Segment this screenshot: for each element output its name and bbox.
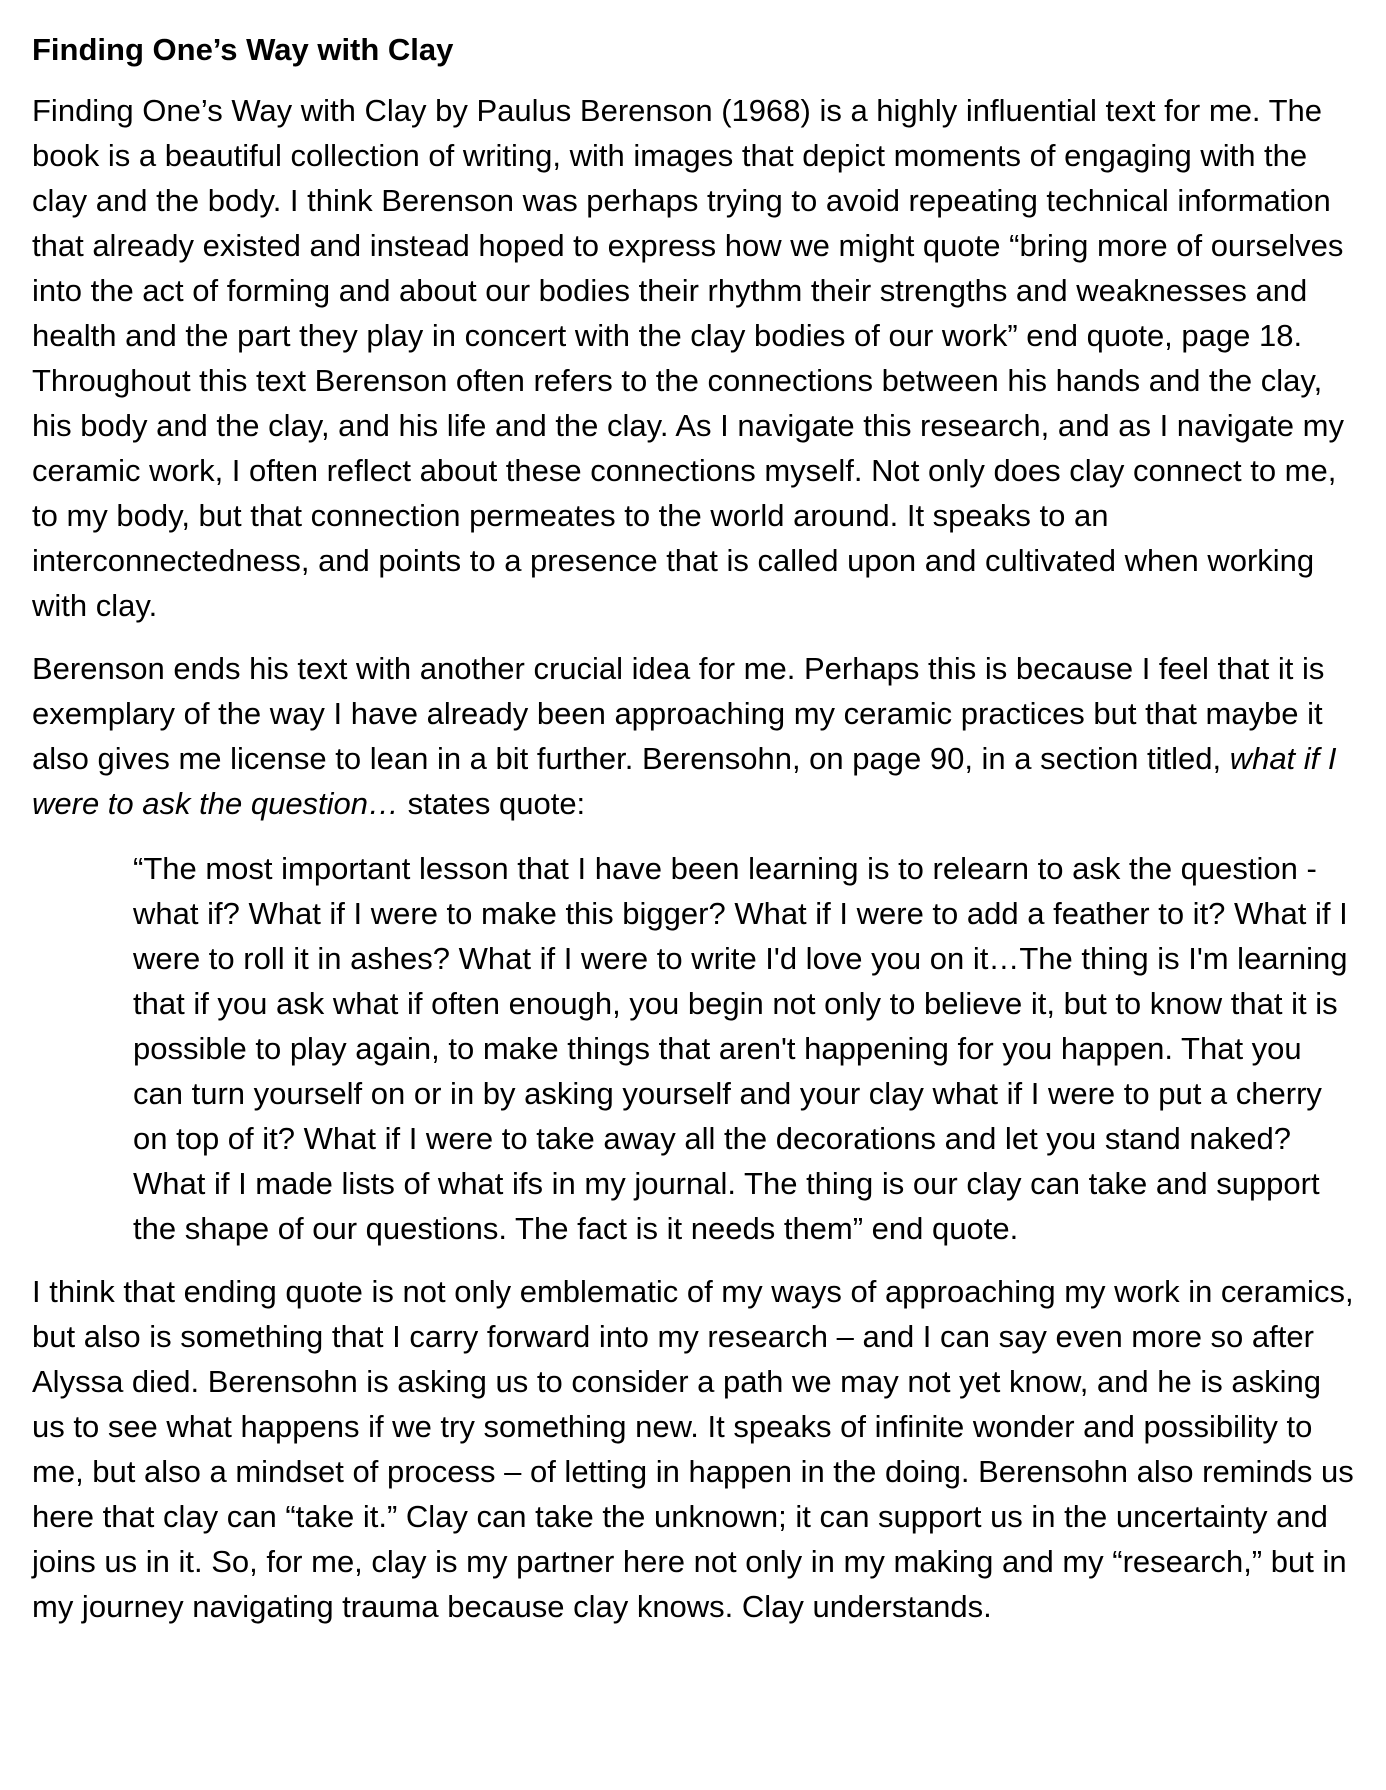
paragraph-ending-idea [32,646,1360,826]
document-title: Finding One’s Way with Clay [32,32,454,67]
document-page [32,28,1360,1647]
block-quote: “The most important lesson that I have been learning is to relearn to ask the question - what if? What if I were to make this bigger? What if I were to add a feather to it? What if I were to roll it in ashes? What if I were to write I'd love you on it…The thing is I'm learning that if you ask what if often enough, you begin not only to believe it, but to know that it is possible to play again, to make things that aren't happening for you happen. That you can turn yourself on or in by asking yourself and your clay what if I were to put a cherry on top of it? What if I were to take away all the decorations and let you stand naked? What if I made lists of what ifs in my journal. The thing is our clay can take and support the shape of our questions. The fact is it needs them” end quote. [133,851,1348,1246]
paragraph-ending-idea-lead: Berenson ends his text with another crucial idea for me. Perhaps this is because I feel that it is exemplary of the way I have already been approaching my ceramic practices but that maybe it also gives me license to lean in a bit further. Berensohn, on page 90, in a section titled, [32,651,1325,776]
paragraph-ending-idea-tail: states quote: [399,786,586,821]
paragraph-intro: Finding One’s Way with Clay by Paulus Berenson (1968) is a highly influential text for me. The book is a beautiful collection of writing, with images that depict moments of engaging with the clay and the body. I think Berenson was perhaps trying to avoid repeating technical information that already existed and instead hoped to express how we might quote “bring more of ourselves into the act of forming and about our bodies their rhythm their strengths and weaknesses and health and the part they play in concert with the clay bodies of our work” end quote, page 18. Throughout this text Berenson often refers to the connections between his hands and the clay, his body and the clay, and his life and the clay. As I navigate this research, and as I navigate my ceramic work, I often reflect about these connections myself. Not only does clay connect to me, to my body, but that connection permeates to the world around. It speaks to an interconnectedness, and points to a presence that is called upon and cultivated when working with clay. [32,93,1344,623]
paragraph-conclusion: I think that ending quote is not only emblematic of my ways of approaching my work in ceramics, but also is something that I carry forward into my research – and I can say even more so after Alyssa died. Berensohn is asking us to consider a path we may not yet know, and he is asking us to see what happens if we try something new. It speaks of infinite wonder and possibility to me, but also a mindset of process – of letting in happen in the doing. Berensohn also reminds us here that clay can “take it.” Clay can take the unknown; it can support us in the uncertainty and joins us in it. So, for me, clay is my partner here not only in my making and my “research,” but in my journey navigating trauma because clay knows. Clay understands. [32,1274,1354,1624]
section-title-italic: what if I were to ask the question… [32,741,1337,821]
